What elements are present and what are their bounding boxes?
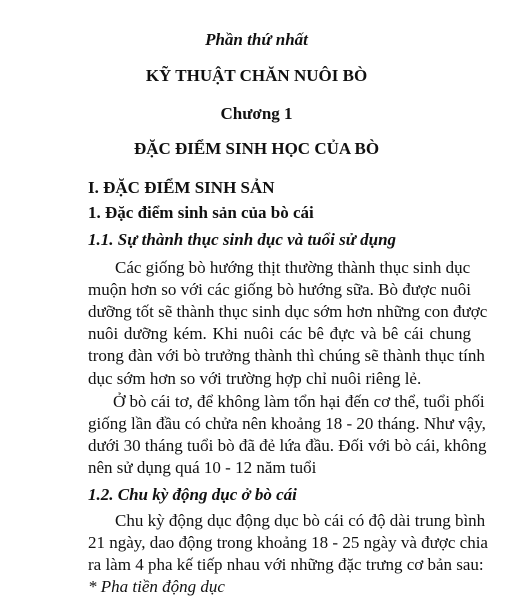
paragraph-line: Ở bò cái tơ, để không làm tổn hại đến cơ thể, tuổi phối xyxy=(113,392,485,411)
paragraph-line: nên sử dụng quá 10 - 12 năm tuổi xyxy=(88,458,317,477)
section-heading-1-2: 1.2. Chu kỳ động dục ở bò cái xyxy=(88,485,297,504)
paragraph-line: dục sớm hơn so với trường hợp chỉ nuôi riêng lẻ. xyxy=(88,369,422,388)
chapter-title: ĐẶC ĐIỂM SINH HỌC CỦA BÒ xyxy=(133,139,380,158)
section-heading-1: 1. Đặc điểm sinh sản của bò cái xyxy=(88,203,314,222)
paragraph-line: trong đàn với bò trưởng thành thì chúng sẽ thành thục tính xyxy=(88,346,485,365)
paragraph-line: dưỡng tốt sẽ thành thục sinh dục sớm hơn những con được xyxy=(88,302,488,321)
chapter-number: Chương 1 xyxy=(220,104,293,123)
paragraph-line: muộn hơn so với các giống bò hướng sữa. Bò được nuôi xyxy=(88,280,471,299)
section-heading-1-1: 1.1. Sự thành thục sinh dục và tuổi sử dụng xyxy=(88,230,397,249)
paragraph-line: dưới 30 tháng tuổi bò đã đẻ lứa đầu. Đối với bò cái, không xyxy=(88,436,487,455)
paragraph-line: ra làm 4 pha kế tiếp nhau với những đặc trưng cơ bản sau: xyxy=(88,555,484,574)
paragraph-line: nuôi dưỡng kém. Khi nuôi các bê đực và bê cái chung xyxy=(88,324,471,343)
paragraph-line: Các giống bò hướng thịt thường thành thục sinh dục xyxy=(115,258,471,277)
subheading-phase: * Pha tiền động dục xyxy=(88,577,225,596)
section-heading-i: I. ĐẶC ĐIỂM SINH SẢN xyxy=(88,178,275,197)
part-label: Phần thứ nhất xyxy=(205,30,308,49)
book-title: KỸ THUẬT CHĂN NUÔI BÒ xyxy=(145,66,368,85)
paragraph-line: giống lần đầu có chửa nên khoảng 18 - 20 tháng. Như vậy, xyxy=(88,414,486,433)
paragraph-line: 21 ngày, dao động trong khoảng 18 - 25 ngày và được chia xyxy=(88,533,488,552)
paragraph-line: Chu kỳ động dục động dục bò cái có độ dài trung bình xyxy=(115,511,486,530)
